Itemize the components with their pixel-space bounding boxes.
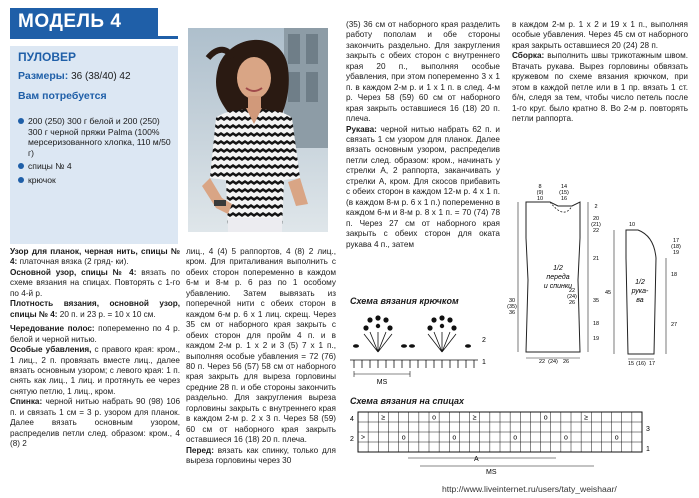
measure: (16)	[636, 361, 646, 366]
instructions-col-2	[186, 247, 336, 467]
measure: (9)	[536, 190, 544, 196]
label-name-2: и спинки	[543, 283, 573, 290]
measure: 17	[672, 238, 680, 244]
stitch-symbol: o	[513, 434, 518, 442]
paragraph-title: Сборка:	[512, 51, 545, 61]
garment-title: ПУЛОВЕР	[18, 50, 77, 64]
paragraph-text: с правого края: кром., 1 лиц., 2 п. провязать вместе лиц., далее вязать основным узором; с левого края: 1 п. снять как лиц., 1 лиц. и протянуть ее через снятую петлю, 1 лиц., кром.	[10, 345, 180, 396]
crochet-scheme-title: Схема вязания крючком	[350, 296, 459, 306]
measure: (18)	[671, 244, 681, 250]
materials-panel	[10, 46, 178, 244]
need-label: Вам потребуется	[18, 90, 107, 102]
paragraph-title: Основной узор, спицы № 4:	[10, 267, 137, 277]
sizes-value: 36 (38/40) 42	[71, 71, 131, 82]
model-label: МОДЕЛЬ 4	[18, 11, 122, 32]
paragraph-density	[10, 299, 180, 320]
stitch-symbol: ≥	[381, 414, 386, 422]
crochet-motif-left	[363, 315, 392, 330]
crochet-motif-right	[427, 315, 456, 330]
label-name-2: ва	[636, 297, 644, 304]
measure: 26	[562, 359, 570, 365]
paragraph-text: лиц., 4 (4) 5 раппортов, 4 (8) 2 лиц., кром. Для приталивания выполнить с обеих сторон попеременно в каждом 6-м и 8-м р. 6 раз по 1 особому убавлению. Затем вывязать из поперечной нити с обеих сторон в каждом 6-м р. 6 x 1 лиц. скрещ. Через 35 см от наборного края закрыть с обеих сторон для пройм 4 п. и в каждом 2-м р. 1 x 2 и 3 (5) 7 x 1 п., выполняя особые убавления = 72 (76) 80 п. Через 56 (57) 58 см от наборного края закрыть для выреза горловины средние 28 п. и обе стороны закончить раздельно. Для закругления выреза горловины закрыть с внутреннего края в каждом 2-м р. 2 x 3 п. Через 58 (59) 60 см от наборного края закрыть оставшиеся 16 (18) 20 п. плеча.	[186, 247, 336, 445]
knit-scheme-diagram	[346, 408, 656, 478]
stitch-symbol: o	[452, 434, 457, 442]
paragraph-plank-pattern	[10, 247, 180, 268]
measure: 17	[648, 361, 656, 366]
measure: 35	[592, 298, 600, 304]
materials-list	[16, 116, 172, 186]
ms-label: MS	[376, 379, 388, 386]
row-label: 2	[482, 337, 486, 344]
measure: 10	[628, 222, 636, 228]
paragraph-title: Чередование полос:	[10, 324, 95, 334]
paragraph-text: в каждом 2-м р. 1 x 2 и 19 x 1 п., выполняя особые убавления. Через 45 см от наборного края закрыть оставшиеся 20 (24) 28 п.	[512, 20, 688, 50]
measure: 22	[592, 228, 600, 234]
label-name: переда	[546, 274, 570, 281]
paragraph-title: Узор для планок, черная нить, спицы № 4:	[10, 247, 180, 267]
row-label: 1	[482, 359, 486, 366]
measure: (24)	[567, 294, 577, 300]
measure: 22	[538, 359, 546, 365]
material-item	[16, 116, 172, 158]
measure: (35)	[507, 304, 517, 310]
instructions-col-3	[346, 20, 500, 250]
knit-scheme-title: Схема вязания на спицах	[350, 396, 465, 406]
stitch-symbol: o	[432, 414, 437, 422]
measure: 36	[508, 310, 516, 316]
paragraph-sleeves	[346, 125, 500, 250]
paragraph-back	[10, 397, 180, 449]
paragraph-title: Особые убавления,	[10, 345, 92, 355]
paragraph-title: Перед:	[186, 445, 214, 455]
bullet-dot-icon	[18, 163, 24, 169]
instructions-col-1	[10, 247, 180, 450]
label-fraction: 1/2	[553, 265, 563, 272]
paragraph-front	[186, 446, 336, 467]
measure: 19	[592, 336, 600, 342]
paragraph-main-pattern	[10, 268, 180, 299]
paragraph-text: платочная вязка (2 гряд- ки).	[19, 257, 129, 267]
measure: 26	[568, 300, 576, 306]
paragraph-decreases	[10, 345, 180, 397]
stitch-symbol: ≥	[472, 414, 477, 422]
front-back-diagram	[506, 180, 606, 365]
label-name: рука-	[631, 288, 649, 295]
measure: (21)	[591, 222, 601, 228]
stitch-symbol: o	[401, 434, 406, 442]
measure: 45	[604, 290, 612, 296]
stitch-symbol: ≥	[584, 414, 589, 422]
paragraph-title: Плотность вязания, основной узор, спицы № 4:	[10, 299, 180, 319]
row-label: 2	[350, 436, 354, 443]
model-photo	[188, 28, 328, 232]
measure: 2	[594, 204, 598, 210]
stitch-symbol: o	[563, 434, 568, 442]
material-text: крючок	[28, 174, 56, 185]
row-label: 3	[646, 426, 650, 433]
sizes-line	[18, 70, 131, 82]
paragraph-text: вязать по схеме вязания на спицах. Повторять с 1-го по 4-й р.	[10, 267, 180, 298]
measure: 18	[670, 272, 678, 278]
material-item	[16, 161, 172, 172]
model-illustration	[188, 28, 328, 232]
ms-label: MS	[486, 469, 497, 476]
measure: 30	[508, 298, 516, 304]
row-label: 1	[646, 446, 650, 453]
paragraph-text: выполнить швы трикотажным швом. Втачать рукава. Вырез горловины обвязать кружевом по схеме вязания крючком, при этом в каждой петле или в 1 пр. вязать 1 ст. б/н, следя за тем, чтобы число петель после 1-го круг. было кратно 8. Во 2-м р. повторять петли раппорта.	[512, 51, 688, 124]
measure: (24)	[548, 359, 558, 365]
row-label: 4	[350, 416, 354, 423]
material-item	[16, 175, 172, 186]
paragraph-text: черной нитью набрать 90 (98) 106 п. и связать 1 см = 3 р. узором для планок. Далее вязать основным узором, распределив петли след. образом: кром., 4 (8) 2	[10, 397, 180, 449]
measure: 10	[536, 196, 544, 202]
measure: 21	[592, 256, 600, 262]
crochet-scheme-diagram	[348, 312, 488, 386]
paragraph-text: вязать как спинку, только для выреза горловины через 30	[186, 445, 336, 466]
banner-stripe	[10, 36, 178, 39]
bullet-dot-icon	[18, 177, 24, 183]
measure: 16	[560, 196, 568, 202]
paragraph-stripes	[10, 324, 180, 345]
label-fraction: 1/2	[635, 279, 645, 286]
measure: 27	[670, 322, 678, 328]
arrow-label: A	[474, 456, 479, 463]
material-text: спицы № 4	[28, 161, 72, 172]
bullet-dot-icon	[18, 118, 24, 124]
measure: (15)	[559, 190, 569, 196]
model-banner	[10, 8, 158, 36]
sizes-label: Размеры:	[18, 70, 69, 82]
stitch-symbol: o	[614, 434, 619, 442]
measure: 15	[627, 361, 635, 366]
paragraph-title: Рукава:	[346, 124, 377, 134]
stitch-symbol: >	[361, 434, 366, 442]
measure: 22	[568, 288, 576, 294]
paragraph-assembly	[512, 51, 688, 124]
paragraph-title: Спинка:	[10, 397, 43, 407]
paragraph-text: черной нитью набрать 62 п. и связать 1 см узором для планок. Далее вязать основным узором, распределив петли след. образом: кром., начинать у стрелки А, 2 раппорта, заканчивать у стрелки А, кром. Для скосов прибавить с обеих сторон в каждом 12-м р. 4 x 1 п. (в каждом 8-м р. 6 x 1 п.) попеременно в каждом 6-м и 8-м р. 8 x 1 п. = 70 (74) 78 п. Через 27 см от наборного края закрыть с обеих сторон для оката рукава 4 п., затем	[346, 124, 500, 249]
sleeve-diagram	[604, 216, 698, 366]
paragraph-text: попеременно по 4 р. белой и черной нитью.	[10, 324, 181, 344]
measure: 8	[538, 184, 542, 190]
measure: 19	[672, 250, 680, 256]
source-url: http://www.liveinternet.ru/users/taty_weishaar/	[442, 484, 617, 494]
material-text: 200 (250) 300 г белой и 200 (250) 300 г черной пряжи Palma (100% мерсеризованного хлопка, 110 м/50 г)	[28, 116, 171, 158]
stitch-symbol: o	[543, 414, 548, 422]
measure: 14	[560, 184, 568, 190]
instructions-col-4	[512, 20, 688, 125]
paragraph-text: (35) 36 см от наборного края разделить работу пополам и обе стороны закончить раздельно. Для закругления закрыть с обеих сторон с внутреннего края 20 п., выполняя особые убавления, при этом попеременно 3 x 1 п. в каждом 2-м р. и 1 x 1 п. в след. 4-м р. Через 58 (59) 60 см от наборного края закрыть оставшиеся 16 (18) 20 п. плеча.	[346, 20, 500, 124]
measure: 20	[592, 216, 600, 222]
measure: 18	[592, 321, 600, 327]
paragraph-text: 20 п. и 23 р. = 10 x 10 см.	[59, 309, 156, 319]
